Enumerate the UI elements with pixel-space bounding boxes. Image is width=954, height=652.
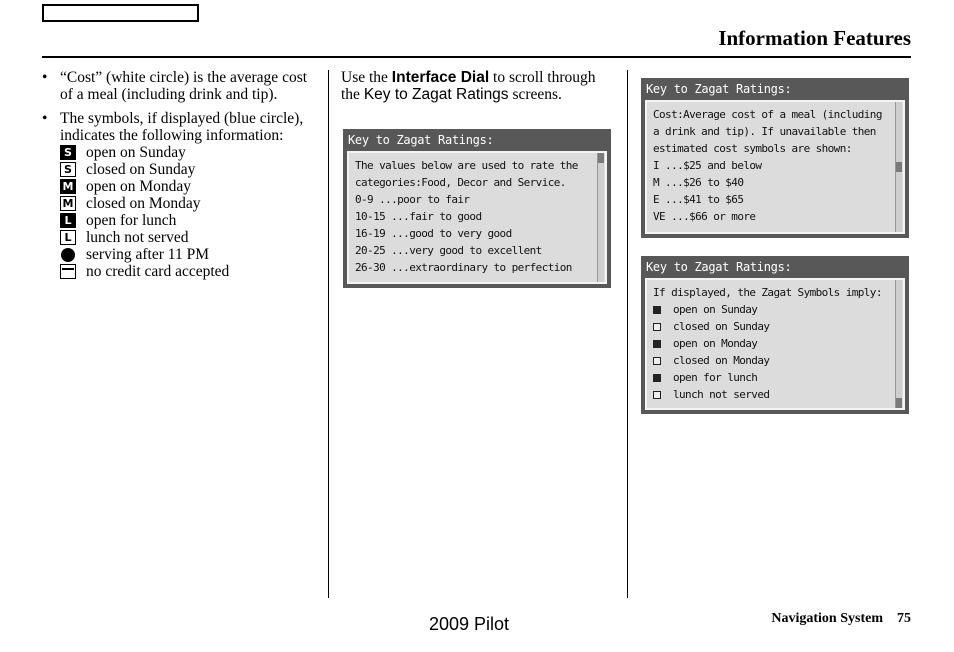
- page-number: 75: [897, 611, 911, 626]
- screen-line: 16-19 ...good to very good: [355, 227, 512, 240]
- symbol-label: open on Monday: [86, 178, 192, 195]
- scroll-thumb[interactable]: [896, 162, 902, 172]
- no-lunch-icon: [653, 391, 661, 399]
- screen-symbol-label: open on Monday: [673, 337, 758, 350]
- intro-text-1: Use the: [341, 69, 392, 86]
- screen-title: Key to Zagat Ratings:: [646, 260, 792, 274]
- column-divider-2: [627, 70, 628, 598]
- scroll-thumb[interactable]: [598, 153, 604, 163]
- intro-text-3: screens.: [508, 86, 562, 103]
- closed-sunday-icon: [653, 323, 661, 331]
- symbol-row: [60, 212, 312, 229]
- screen-title: Key to Zagat Ratings:: [646, 82, 792, 96]
- screen-symbol-line: [653, 386, 893, 403]
- no-credit-card-icon: [60, 264, 76, 279]
- closed-monday-icon: M: [60, 196, 76, 211]
- section-name: Navigation System: [771, 611, 883, 626]
- no-lunch-icon: L: [60, 230, 76, 245]
- screen-line: 0-9 ...poor to fair: [355, 193, 470, 206]
- screen-symbol-line: [653, 352, 893, 369]
- screen-name-label: Key to Zagat Ratings: [363, 86, 509, 103]
- scrollbar[interactable]: [597, 153, 604, 282]
- screen-symbol-label: closed on Monday: [673, 354, 770, 367]
- symbol-label: lunch not served: [86, 229, 189, 246]
- closed-monday-icon: [653, 357, 661, 365]
- screen-line: estimated cost symbols are shown:: [653, 142, 852, 155]
- screen-symbol-label: open on Sunday: [673, 303, 758, 316]
- open-sunday-icon: S: [60, 145, 76, 160]
- zagat-screen-values: [343, 129, 611, 288]
- screen-line: VE ...$66 or more: [653, 210, 756, 223]
- open-lunch-icon: [653, 374, 661, 382]
- zagat-screen-symbols: [641, 256, 909, 414]
- screen-symbol-line: [653, 301, 893, 318]
- open-monday-icon: [653, 340, 661, 348]
- screen-line: a drink and tip). If unavailable then: [653, 125, 876, 138]
- symbol-row: [60, 246, 312, 263]
- open-monday-icon: M: [60, 179, 76, 194]
- screen-line: If displayed, the Zagat Symbols imply:: [653, 286, 882, 299]
- interface-dial-label: Interface Dial: [391, 69, 490, 86]
- symbol-label: no credit card accepted: [86, 263, 230, 280]
- screen-line: 26-30 ...extraordinary to perfection: [355, 261, 572, 274]
- screen-symbol-line: [653, 318, 893, 335]
- symbol-list: [42, 144, 312, 280]
- screen-line: Cost:Average cost of a meal (including: [653, 108, 882, 121]
- header-rule: [42, 56, 911, 58]
- symbol-row: [60, 229, 312, 246]
- zagat-screen-cost: [641, 78, 909, 238]
- symbol-row: [60, 161, 312, 178]
- symbol-label: closed on Monday: [86, 195, 201, 212]
- scrollbar[interactable]: [895, 102, 902, 232]
- screen-body: [645, 100, 905, 234]
- screen-line: E ...$41 to $65: [653, 193, 744, 206]
- symbol-row: [60, 263, 312, 280]
- symbol-label: serving after 11 PM: [86, 246, 209, 263]
- symbol-row: [60, 195, 312, 212]
- bullet-cost: • “Cost” (white circle) is the average cost of a meal (including drink and tip).: [42, 69, 312, 103]
- symbol-label: open for lunch: [86, 212, 177, 229]
- screen-line: The values below are used to rate the: [355, 159, 578, 172]
- middle-column: [341, 69, 611, 103]
- screen-symbol-label: lunch not served: [673, 388, 770, 401]
- open-lunch-icon: L: [60, 213, 76, 228]
- screen-line: M ...$26 to $40: [653, 176, 744, 189]
- symbol-row: [60, 178, 312, 195]
- screen-title: Key to Zagat Ratings:: [348, 133, 494, 147]
- open-sunday-icon: [653, 306, 661, 314]
- screen-symbol-label: open for lunch: [673, 371, 758, 384]
- screen-line: 10-15 ...fair to good: [355, 210, 482, 223]
- screen-body: [347, 151, 607, 284]
- screen-body: [645, 278, 905, 410]
- screen-symbol-line: [653, 369, 893, 386]
- footer-model: 2009 Pilot: [429, 614, 510, 634]
- symbol-label: closed on Sunday: [86, 161, 196, 178]
- screen-line: categories:Food, Decor and Service.: [355, 176, 566, 189]
- page-title: Information Features: [718, 26, 911, 50]
- footer-section: [771, 611, 911, 627]
- screen-symbol-label: closed on Sunday: [673, 320, 770, 333]
- scrollbar[interactable]: [895, 280, 902, 408]
- intro-text-2: to scroll through the: [341, 69, 596, 103]
- bullet-symbols: • The symbols, if displayed (blue circle), indicates the following information:: [42, 110, 312, 144]
- symbol-label: open on Sunday: [86, 144, 186, 161]
- column-divider-1: [328, 70, 329, 598]
- screen-symbol-line: [653, 335, 893, 352]
- screen-line: 20-25 ...very good to excellent: [355, 244, 542, 257]
- scroll-thumb[interactable]: [896, 398, 902, 408]
- header-tab-box: [42, 4, 199, 22]
- left-column: [42, 69, 312, 280]
- screen-line: I ...$25 and below: [653, 159, 762, 172]
- closed-sunday-icon: S: [60, 162, 76, 177]
- moon-icon: [61, 248, 75, 262]
- symbol-row: [60, 144, 312, 161]
